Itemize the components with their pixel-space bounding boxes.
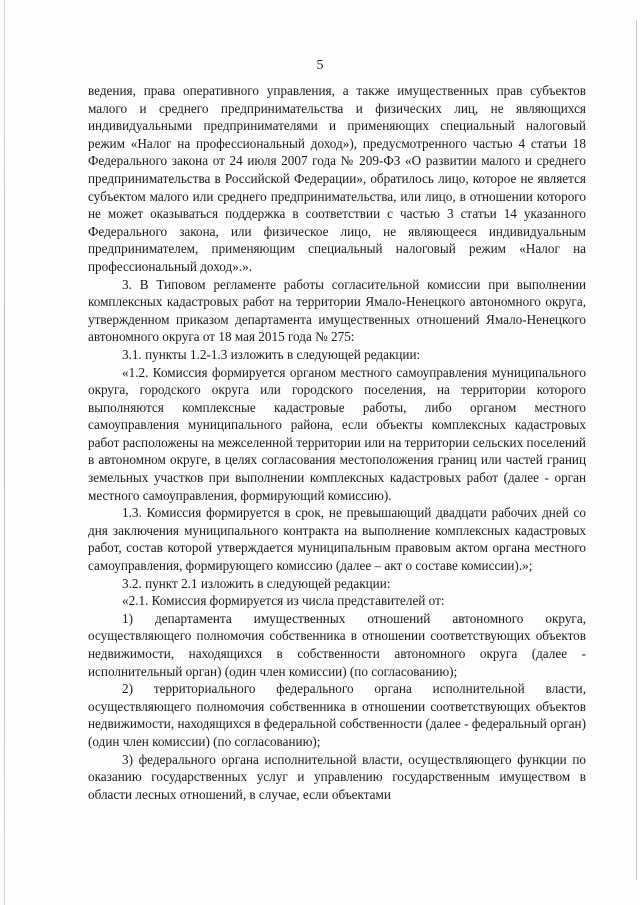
paragraph-subitem-1: 1) департамента имущественных отношений автономного округа, осуществляющего полномочия собственника в отношении соответствующих объектов недвижимости, находящихся в собственности автономного округа (далее - исполнительный орган) (один член комиссии) (по согласованию); <box>88 610 586 679</box>
paragraph-clause-1-2: «1.2. Комиссия формируется органом местного самоуправления муниципального округа, городского округа или городского поселения, на территории которого выполняются комплексные кадастровые работы, либо органом местного самоуправления муниципального района, если объекты комплексных кадастровых работ расположены на межселенной территории или на территории сельских поселений в автономном округе, в целях согласования местоположения границ или частей границ земельных участков при выполнении комплексных кадастровых работ (далее - орган местного самоуправления, формирующий комиссию). <box>88 364 586 503</box>
paragraph-continuation: ведения, права оперативного управления, а также имущественных прав субъектов малого и среднего предпринимательства и физических лиц, не являющихся индивидуальными предпринимателями и применяющих специальный налоговый режим «Налог на профессиональный доход»), предусмотренного частью 4 статьи 18 Федерального закона от 24 июля 2007 года № 209-ФЗ «О развитии малого и среднего предпринимательства в Российской Федерации», обратилось лицо, которое не является субъектом малого или среднего предпринимательства, или лицо, в отношении которого не может оказываться поддержка в соответствии с частью 3 статьи 14 указанного Федерального закона, или физическое лицо, не являющееся индивидуальным предпринимателем, применяющим специальный налоговый режим «Налог на профессиональный доход».». <box>88 83 586 274</box>
paragraph-clause-1-3: 1.3. Комиссия формируется в срок, не превышающий двадцати рабочих дней со дня заключения муниципального контракта на выполнение комплексных кадастровых работ, состав которой утверждается муниципальным правовым актом органа местного самоуправления, формирующего комиссию (далее – акт о составе комиссии).»; <box>88 505 586 574</box>
paragraph-item-3: 3. В Типовом регламенте работы согласительной комиссии при выполнении комплексных кадастровых работ на территории Ямало-Ненецкого автономного округа, утвержденном приказом департамента имущественных отношений Ямало-Ненецкого автономного округа от 18 мая 2015 года № 275: <box>88 276 586 345</box>
paragraph-subitem-3: 3) федерального органа исполнительной власти, осуществляющего функции по оказанию государственных услуг и управлению государственным имуществом в области лесных отношений, в случае, если объектами <box>88 751 586 802</box>
paragraph-subitem-2: 2) территориального федерального органа исполнительной власти, осуществляющего полномочия собственника в отношении соответствующих объектов недвижимости, находящихся в федеральной собственности (далее - федеральный орган) (один член комиссии) (по согласованию); <box>88 681 586 749</box>
scan-edge-left <box>4 0 5 905</box>
document-body <box>88 82 586 803</box>
paragraph-item-3-2: 3.2. пункт 2.1 изложить в следующей редакции: <box>122 575 391 591</box>
paragraph-item-3-1: 3.1. пункты 1.2-1.3 изложить в следующей редакции: <box>122 346 421 362</box>
scan-edge-right <box>636 20 637 880</box>
page-number: 5 <box>316 58 324 73</box>
paragraph-clause-2-1: «2.1. Комиссия формируется из числа представителей от: <box>122 593 445 609</box>
